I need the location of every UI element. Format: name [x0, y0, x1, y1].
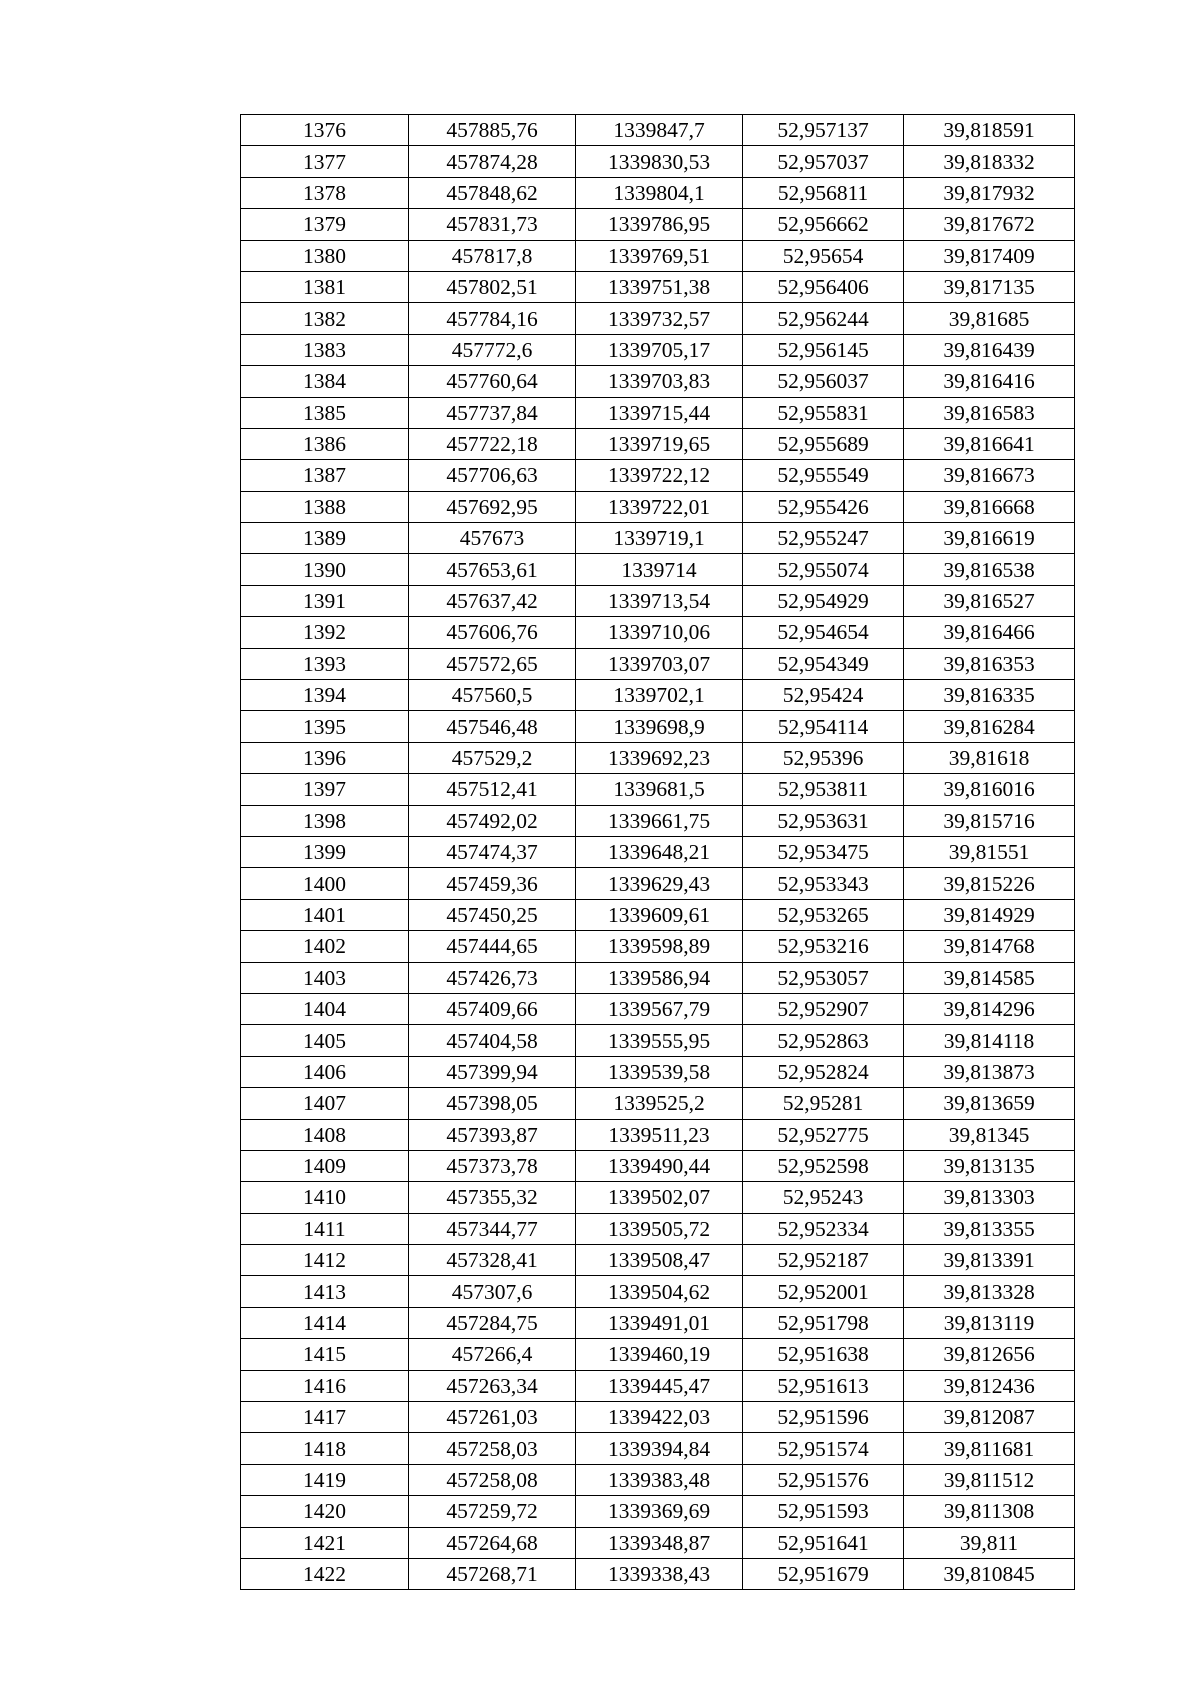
- point-number-cell: 1405: [241, 1025, 409, 1056]
- y-coordinate-cell: 1339348,87: [576, 1527, 743, 1558]
- longitude-cell: 39,813328: [904, 1276, 1075, 1307]
- y-coordinate-cell: 1339713,54: [576, 585, 743, 616]
- point-number-cell: 1412: [241, 1245, 409, 1276]
- point-number-cell: 1399: [241, 836, 409, 867]
- latitude-cell: 52,956406: [743, 271, 904, 302]
- x-coordinate-cell: 457637,42: [409, 585, 576, 616]
- latitude-cell: 52,952863: [743, 1025, 904, 1056]
- latitude-cell: 52,955549: [743, 460, 904, 491]
- y-coordinate-cell: 1339681,5: [576, 774, 743, 805]
- y-coordinate-cell: 1339422,03: [576, 1402, 743, 1433]
- point-number-cell: 1415: [241, 1339, 409, 1370]
- y-coordinate-cell: 1339525,2: [576, 1088, 743, 1119]
- longitude-cell: 39,816353: [904, 648, 1075, 679]
- y-coordinate-cell: 1339705,17: [576, 334, 743, 365]
- y-coordinate-cell: 1339505,72: [576, 1213, 743, 1244]
- latitude-cell: 52,952907: [743, 993, 904, 1024]
- longitude-cell: 39,816416: [904, 366, 1075, 397]
- longitude-cell: 39,816016: [904, 774, 1075, 805]
- latitude-cell: 52,957037: [743, 146, 904, 177]
- table-row: [241, 523, 1075, 554]
- longitude-cell: 39,813303: [904, 1182, 1075, 1213]
- y-coordinate-cell: 1339786,95: [576, 209, 743, 240]
- y-coordinate-cell: 1339804,1: [576, 177, 743, 208]
- x-coordinate-cell: 457264,68: [409, 1527, 576, 1558]
- y-coordinate-cell: 1339714: [576, 554, 743, 585]
- x-coordinate-cell: 457848,62: [409, 177, 576, 208]
- latitude-cell: 52,951641: [743, 1527, 904, 1558]
- longitude-cell: 39,815716: [904, 805, 1075, 836]
- longitude-cell: 39,813119: [904, 1307, 1075, 1338]
- y-coordinate-cell: 1339338,43: [576, 1558, 743, 1589]
- point-number-cell: 1384: [241, 366, 409, 397]
- x-coordinate-cell: 457266,4: [409, 1339, 576, 1370]
- x-coordinate-cell: 457393,87: [409, 1119, 576, 1150]
- latitude-cell: 52,956662: [743, 209, 904, 240]
- x-coordinate-cell: 457692,95: [409, 491, 576, 522]
- table-row: [241, 774, 1075, 805]
- x-coordinate-cell: 457261,03: [409, 1402, 576, 1433]
- x-coordinate-cell: 457606,76: [409, 617, 576, 648]
- x-coordinate-cell: 457268,71: [409, 1558, 576, 1589]
- x-coordinate-cell: 457450,25: [409, 899, 576, 930]
- x-coordinate-cell: 457344,77: [409, 1213, 576, 1244]
- x-coordinate-cell: 457572,65: [409, 648, 576, 679]
- x-coordinate-cell: 457802,51: [409, 271, 576, 302]
- table-row: [241, 303, 1075, 334]
- table-row: [241, 146, 1075, 177]
- y-coordinate-cell: 1339703,83: [576, 366, 743, 397]
- longitude-cell: 39,812087: [904, 1402, 1075, 1433]
- latitude-cell: 52,954349: [743, 648, 904, 679]
- longitude-cell: 39,816439: [904, 334, 1075, 365]
- table-row: [241, 1464, 1075, 1495]
- longitude-cell: 39,810845: [904, 1558, 1075, 1589]
- x-coordinate-cell: 457673: [409, 523, 576, 554]
- latitude-cell: 52,951574: [743, 1433, 904, 1464]
- table-row: [241, 993, 1075, 1024]
- x-coordinate-cell: 457560,5: [409, 680, 576, 711]
- y-coordinate-cell: 1339460,19: [576, 1339, 743, 1370]
- table-row: [241, 1558, 1075, 1589]
- y-coordinate-cell: 1339504,62: [576, 1276, 743, 1307]
- table-row: [241, 836, 1075, 867]
- longitude-cell: 39,817932: [904, 177, 1075, 208]
- latitude-cell: 52,953811: [743, 774, 904, 805]
- longitude-cell: 39,814296: [904, 993, 1075, 1024]
- x-coordinate-cell: 457784,16: [409, 303, 576, 334]
- x-coordinate-cell: 457373,78: [409, 1150, 576, 1181]
- x-coordinate-cell: 457459,36: [409, 868, 576, 899]
- x-coordinate-cell: 457426,73: [409, 962, 576, 993]
- x-coordinate-cell: 457492,02: [409, 805, 576, 836]
- latitude-cell: 52,953216: [743, 931, 904, 962]
- point-number-cell: 1391: [241, 585, 409, 616]
- longitude-cell: 39,812656: [904, 1339, 1075, 1370]
- table-row: [241, 1402, 1075, 1433]
- table-row: [241, 742, 1075, 773]
- point-number-cell: 1386: [241, 428, 409, 459]
- latitude-cell: 52,953057: [743, 962, 904, 993]
- longitude-cell: 39,81685: [904, 303, 1075, 334]
- x-coordinate-cell: 457258,08: [409, 1464, 576, 1495]
- y-coordinate-cell: 1339702,1: [576, 680, 743, 711]
- table-row: [241, 648, 1075, 679]
- point-number-cell: 1401: [241, 899, 409, 930]
- latitude-cell: 52,952775: [743, 1119, 904, 1150]
- longitude-cell: 39,817672: [904, 209, 1075, 240]
- y-coordinate-cell: 1339751,38: [576, 271, 743, 302]
- table-row: [241, 271, 1075, 302]
- table-row: [241, 1245, 1075, 1276]
- x-coordinate-cell: 457737,84: [409, 397, 576, 428]
- table-row: [241, 1496, 1075, 1527]
- longitude-cell: 39,816668: [904, 491, 1075, 522]
- latitude-cell: 52,95396: [743, 742, 904, 773]
- longitude-cell: 39,816619: [904, 523, 1075, 554]
- x-coordinate-cell: 457874,28: [409, 146, 576, 177]
- point-number-cell: 1402: [241, 931, 409, 962]
- y-coordinate-cell: 1339490,44: [576, 1150, 743, 1181]
- latitude-cell: 52,953475: [743, 836, 904, 867]
- longitude-cell: 39,815226: [904, 868, 1075, 899]
- point-number-cell: 1378: [241, 177, 409, 208]
- table-row: [241, 962, 1075, 993]
- longitude-cell: 39,813355: [904, 1213, 1075, 1244]
- table-row: [241, 680, 1075, 711]
- y-coordinate-cell: 1339539,58: [576, 1056, 743, 1087]
- point-number-cell: 1388: [241, 491, 409, 522]
- table-row: [241, 1433, 1075, 1464]
- longitude-cell: 39,818332: [904, 146, 1075, 177]
- latitude-cell: 52,953631: [743, 805, 904, 836]
- x-coordinate-cell: 457404,58: [409, 1025, 576, 1056]
- point-number-cell: 1419: [241, 1464, 409, 1495]
- y-coordinate-cell: 1339722,01: [576, 491, 743, 522]
- x-coordinate-cell: 457284,75: [409, 1307, 576, 1338]
- longitude-cell: 39,811: [904, 1527, 1075, 1558]
- latitude-cell: 52,954654: [743, 617, 904, 648]
- point-number-cell: 1390: [241, 554, 409, 585]
- table-row: [241, 805, 1075, 836]
- longitude-cell: 39,811512: [904, 1464, 1075, 1495]
- point-number-cell: 1413: [241, 1276, 409, 1307]
- table-row: [241, 1088, 1075, 1119]
- table-row: [241, 1056, 1075, 1087]
- table-row: [241, 1150, 1075, 1181]
- longitude-cell: 39,811308: [904, 1496, 1075, 1527]
- table-row: [241, 1025, 1075, 1056]
- table-row: [241, 1119, 1075, 1150]
- y-coordinate-cell: 1339511,23: [576, 1119, 743, 1150]
- point-number-cell: 1406: [241, 1056, 409, 1087]
- longitude-cell: 39,816673: [904, 460, 1075, 491]
- x-coordinate-cell: 457817,8: [409, 240, 576, 271]
- point-number-cell: 1418: [241, 1433, 409, 1464]
- y-coordinate-cell: 1339491,01: [576, 1307, 743, 1338]
- table-row: [241, 899, 1075, 930]
- point-number-cell: 1381: [241, 271, 409, 302]
- x-coordinate-cell: 457653,61: [409, 554, 576, 585]
- latitude-cell: 52,953343: [743, 868, 904, 899]
- table-row: [241, 711, 1075, 742]
- latitude-cell: 52,955426: [743, 491, 904, 522]
- table-row: [241, 1527, 1075, 1558]
- x-coordinate-cell: 457474,37: [409, 836, 576, 867]
- x-coordinate-cell: 457722,18: [409, 428, 576, 459]
- table-row: [241, 115, 1075, 146]
- table-row: [241, 240, 1075, 271]
- longitude-cell: 39,816466: [904, 617, 1075, 648]
- x-coordinate-cell: 457760,64: [409, 366, 576, 397]
- y-coordinate-cell: 1339710,06: [576, 617, 743, 648]
- x-coordinate-cell: 457399,94: [409, 1056, 576, 1087]
- longitude-cell: 39,811681: [904, 1433, 1075, 1464]
- latitude-cell: 52,951679: [743, 1558, 904, 1589]
- table-row: [241, 1307, 1075, 1338]
- x-coordinate-cell: 457772,6: [409, 334, 576, 365]
- latitude-cell: 52,952334: [743, 1213, 904, 1244]
- y-coordinate-cell: 1339722,12: [576, 460, 743, 491]
- point-number-cell: 1408: [241, 1119, 409, 1150]
- x-coordinate-cell: 457546,48: [409, 711, 576, 742]
- longitude-cell: 39,813873: [904, 1056, 1075, 1087]
- x-coordinate-cell: 457259,72: [409, 1496, 576, 1527]
- latitude-cell: 52,952187: [743, 1245, 904, 1276]
- point-number-cell: 1409: [241, 1150, 409, 1181]
- latitude-cell: 52,956244: [743, 303, 904, 334]
- point-number-cell: 1376: [241, 115, 409, 146]
- longitude-cell: 39,816641: [904, 428, 1075, 459]
- longitude-cell: 39,812436: [904, 1370, 1075, 1401]
- x-coordinate-cell: 457885,76: [409, 115, 576, 146]
- longitude-cell: 39,81618: [904, 742, 1075, 773]
- latitude-cell: 52,951576: [743, 1464, 904, 1495]
- latitude-cell: 52,95243: [743, 1182, 904, 1213]
- longitude-cell: 39,817135: [904, 271, 1075, 302]
- longitude-cell: 39,814118: [904, 1025, 1075, 1056]
- point-number-cell: 1422: [241, 1558, 409, 1589]
- point-number-cell: 1383: [241, 334, 409, 365]
- y-coordinate-cell: 1339394,84: [576, 1433, 743, 1464]
- point-number-cell: 1395: [241, 711, 409, 742]
- table-row: [241, 428, 1075, 459]
- y-coordinate-cell: 1339369,69: [576, 1496, 743, 1527]
- x-coordinate-cell: 457444,65: [409, 931, 576, 962]
- table-row: [241, 868, 1075, 899]
- latitude-cell: 52,95654: [743, 240, 904, 271]
- table-row: [241, 460, 1075, 491]
- latitude-cell: 52,955074: [743, 554, 904, 585]
- latitude-cell: 52,951798: [743, 1307, 904, 1338]
- latitude-cell: 52,954929: [743, 585, 904, 616]
- x-coordinate-cell: 457409,66: [409, 993, 576, 1024]
- y-coordinate-cell: 1339719,1: [576, 523, 743, 554]
- longitude-cell: 39,816538: [904, 554, 1075, 585]
- point-number-cell: 1396: [241, 742, 409, 773]
- y-coordinate-cell: 1339502,07: [576, 1182, 743, 1213]
- y-coordinate-cell: 1339698,9: [576, 711, 743, 742]
- longitude-cell: 39,813659: [904, 1088, 1075, 1119]
- y-coordinate-cell: 1339830,53: [576, 146, 743, 177]
- table-row: [241, 366, 1075, 397]
- latitude-cell: 52,957137: [743, 115, 904, 146]
- point-number-cell: 1417: [241, 1402, 409, 1433]
- latitude-cell: 52,951593: [743, 1496, 904, 1527]
- table-row: [241, 617, 1075, 648]
- longitude-cell: 39,81551: [904, 836, 1075, 867]
- latitude-cell: 52,952598: [743, 1150, 904, 1181]
- table-row: [241, 491, 1075, 522]
- point-number-cell: 1414: [241, 1307, 409, 1338]
- table-row: [241, 1276, 1075, 1307]
- latitude-cell: 52,951596: [743, 1402, 904, 1433]
- y-coordinate-cell: 1339732,57: [576, 303, 743, 334]
- y-coordinate-cell: 1339692,23: [576, 742, 743, 773]
- latitude-cell: 52,954114: [743, 711, 904, 742]
- y-coordinate-cell: 1339383,48: [576, 1464, 743, 1495]
- coordinates-table-body: [241, 115, 1075, 1590]
- table-row: [241, 177, 1075, 208]
- y-coordinate-cell: 1339629,43: [576, 868, 743, 899]
- longitude-cell: 39,816583: [904, 397, 1075, 428]
- y-coordinate-cell: 1339769,51: [576, 240, 743, 271]
- y-coordinate-cell: 1339847,7: [576, 115, 743, 146]
- latitude-cell: 52,95281: [743, 1088, 904, 1119]
- point-number-cell: 1380: [241, 240, 409, 271]
- y-coordinate-cell: 1339609,61: [576, 899, 743, 930]
- longitude-cell: 39,81345: [904, 1119, 1075, 1150]
- point-number-cell: 1393: [241, 648, 409, 679]
- point-number-cell: 1387: [241, 460, 409, 491]
- y-coordinate-cell: 1339586,94: [576, 962, 743, 993]
- point-number-cell: 1377: [241, 146, 409, 177]
- point-number-cell: 1411: [241, 1213, 409, 1244]
- x-coordinate-cell: 457706,63: [409, 460, 576, 491]
- longitude-cell: 39,817409: [904, 240, 1075, 271]
- point-number-cell: 1404: [241, 993, 409, 1024]
- point-number-cell: 1421: [241, 1527, 409, 1558]
- longitude-cell: 39,814768: [904, 931, 1075, 962]
- table-row: [241, 931, 1075, 962]
- latitude-cell: 52,95424: [743, 680, 904, 711]
- table-row: [241, 554, 1075, 585]
- point-number-cell: 1398: [241, 805, 409, 836]
- point-number-cell: 1379: [241, 209, 409, 240]
- table-row: [241, 1182, 1075, 1213]
- point-number-cell: 1389: [241, 523, 409, 554]
- longitude-cell: 39,818591: [904, 115, 1075, 146]
- y-coordinate-cell: 1339508,47: [576, 1245, 743, 1276]
- longitude-cell: 39,813135: [904, 1150, 1075, 1181]
- x-coordinate-cell: 457512,41: [409, 774, 576, 805]
- table-row: [241, 1339, 1075, 1370]
- y-coordinate-cell: 1339648,21: [576, 836, 743, 867]
- x-coordinate-cell: 457328,41: [409, 1245, 576, 1276]
- table-row: [241, 1370, 1075, 1401]
- y-coordinate-cell: 1339567,79: [576, 993, 743, 1024]
- y-coordinate-cell: 1339703,07: [576, 648, 743, 679]
- latitude-cell: 52,952824: [743, 1056, 904, 1087]
- point-number-cell: 1392: [241, 617, 409, 648]
- latitude-cell: 52,951638: [743, 1339, 904, 1370]
- point-number-cell: 1416: [241, 1370, 409, 1401]
- table-row: [241, 334, 1075, 365]
- latitude-cell: 52,952001: [743, 1276, 904, 1307]
- point-number-cell: 1394: [241, 680, 409, 711]
- latitude-cell: 52,956811: [743, 177, 904, 208]
- x-coordinate-cell: 457258,03: [409, 1433, 576, 1464]
- latitude-cell: 52,955247: [743, 523, 904, 554]
- longitude-cell: 39,814585: [904, 962, 1075, 993]
- latitude-cell: 52,956037: [743, 366, 904, 397]
- table-row: [241, 585, 1075, 616]
- x-coordinate-cell: 457263,34: [409, 1370, 576, 1401]
- point-number-cell: 1420: [241, 1496, 409, 1527]
- coordinates-table: [240, 114, 1075, 1590]
- point-number-cell: 1407: [241, 1088, 409, 1119]
- longitude-cell: 39,814929: [904, 899, 1075, 930]
- latitude-cell: 52,955689: [743, 428, 904, 459]
- latitude-cell: 52,953265: [743, 899, 904, 930]
- y-coordinate-cell: 1339598,89: [576, 931, 743, 962]
- x-coordinate-cell: 457398,05: [409, 1088, 576, 1119]
- table-row: [241, 209, 1075, 240]
- y-coordinate-cell: 1339555,95: [576, 1025, 743, 1056]
- table-row: [241, 397, 1075, 428]
- table-row: [241, 1213, 1075, 1244]
- point-number-cell: 1397: [241, 774, 409, 805]
- latitude-cell: 52,955831: [743, 397, 904, 428]
- point-number-cell: 1410: [241, 1182, 409, 1213]
- longitude-cell: 39,816335: [904, 680, 1075, 711]
- latitude-cell: 52,951613: [743, 1370, 904, 1401]
- point-number-cell: 1382: [241, 303, 409, 334]
- point-number-cell: 1385: [241, 397, 409, 428]
- y-coordinate-cell: 1339445,47: [576, 1370, 743, 1401]
- longitude-cell: 39,816284: [904, 711, 1075, 742]
- x-coordinate-cell: 457355,32: [409, 1182, 576, 1213]
- longitude-cell: 39,816527: [904, 585, 1075, 616]
- x-coordinate-cell: 457831,73: [409, 209, 576, 240]
- y-coordinate-cell: 1339715,44: [576, 397, 743, 428]
- x-coordinate-cell: 457307,6: [409, 1276, 576, 1307]
- latitude-cell: 52,956145: [743, 334, 904, 365]
- y-coordinate-cell: 1339661,75: [576, 805, 743, 836]
- point-number-cell: 1403: [241, 962, 409, 993]
- point-number-cell: 1400: [241, 868, 409, 899]
- x-coordinate-cell: 457529,2: [409, 742, 576, 773]
- y-coordinate-cell: 1339719,65: [576, 428, 743, 459]
- longitude-cell: 39,813391: [904, 1245, 1075, 1276]
